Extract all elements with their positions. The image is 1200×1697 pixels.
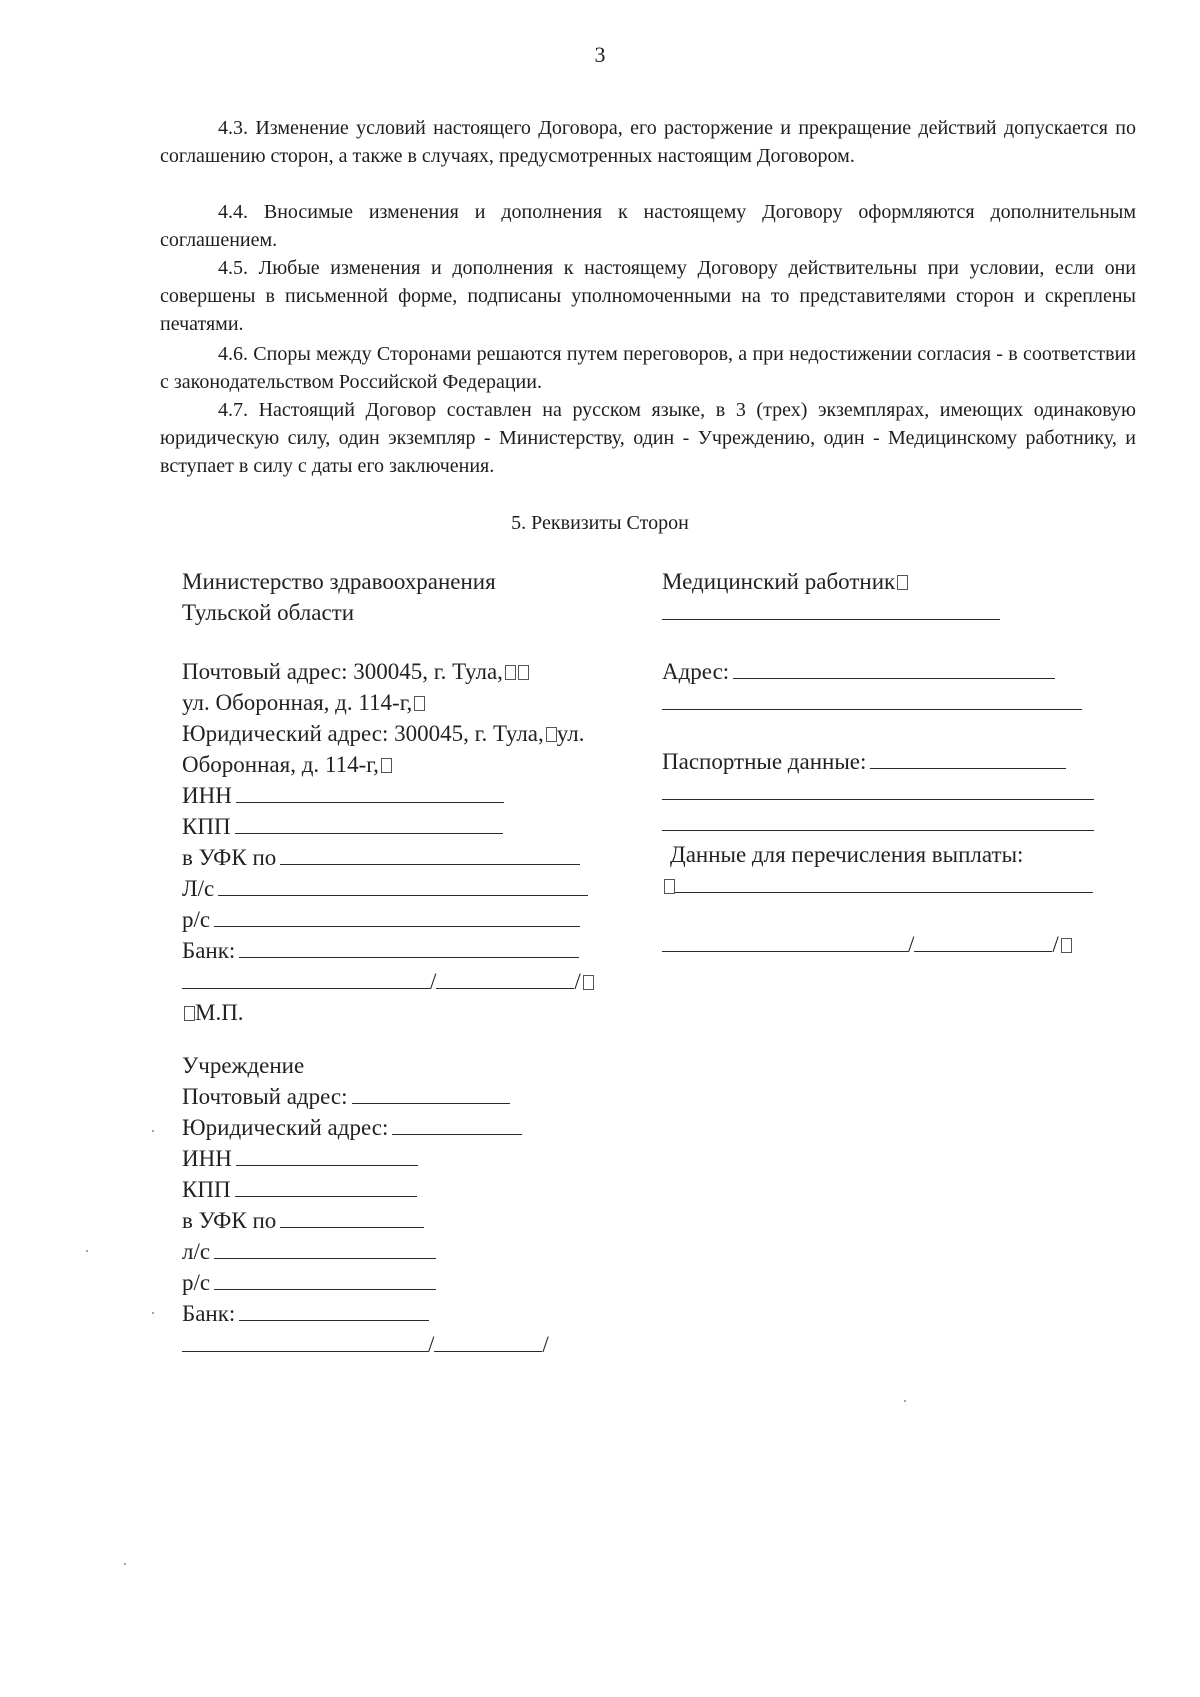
ls-blank <box>218 873 588 896</box>
signature-name-blank <box>436 966 574 989</box>
payment-blank <box>675 870 1093 893</box>
scan-speck <box>152 1130 154 1132</box>
placeholder-box-icon <box>381 758 392 773</box>
placeholder-box-icon <box>505 665 516 680</box>
placeholder-box-icon <box>1061 938 1072 953</box>
worker-address-field-2 <box>662 687 1122 718</box>
worker-passport-field: Паспортные данные: <box>662 746 1122 777</box>
ufk-blank <box>280 1205 424 1228</box>
scan-speck <box>124 1563 126 1565</box>
institution-requisites <box>182 1050 622 1360</box>
clause-4-5: 4.5. Любые изменения и дополнения к настоящему Договору действительны при условии, если они совершены в письменной форме, подписаны уполномоченными на то представителями сторон и скреплены печатями. <box>160 257 1136 335</box>
worker-name-blank <box>662 597 1000 620</box>
institution-title: Учреждение <box>182 1053 305 1078</box>
clause-4-7: 4.7. Настоящий Договор составлен на русском языке, в 3 (трех) экземплярах, имеющих одинаковую юридическую силу, один экземпляр - Министерству, один - Учреждению, один - Медицинскому работнику, и вступает в силу с даты его заключения. <box>160 399 1136 477</box>
clause-4-3: 4.3. Изменение условий настоящего Договора, его расторжение и прекращение действий допускается по соглашению сторон, а также в случаях, предусмотренных настоящим Договором. <box>160 117 1136 167</box>
ministry-signature-line: / / <box>182 966 622 997</box>
address-blank <box>733 656 1055 679</box>
institution-kpp-field: КПП <box>182 1174 622 1205</box>
institution-ufk-field: в УФК по <box>182 1205 622 1236</box>
ls-blank <box>214 1236 436 1259</box>
worker-signature-line: / / <box>662 929 1122 960</box>
postal-blank <box>352 1081 510 1104</box>
placeholder-box-icon <box>414 696 425 711</box>
scan-speck <box>86 1250 88 1252</box>
ministry-legal-address: Юридический адрес: 300045, г. Тула, ул. <box>182 721 585 746</box>
placeholder-box-icon <box>184 1006 195 1021</box>
ministry-legal-street: Оборонная, д. 114-г, <box>182 749 622 780</box>
signature-blank <box>662 929 908 952</box>
ministry-inn-field: ИНН <box>182 780 622 811</box>
ministry-street: ул. Оборонная, д. 114-г, <box>182 687 622 718</box>
address-blank-2 <box>662 687 1082 710</box>
signature-name-blank <box>434 1329 542 1352</box>
institution-rs-field: р/с <box>182 1267 622 1298</box>
page-number: 3 <box>594 42 606 67</box>
ministry-name-line1: Министерство здравоохранения <box>182 569 496 594</box>
ministry-bank-field: Банк: <box>182 935 622 966</box>
worker-requisites <box>662 566 1122 960</box>
section-title: 5. Реквизиты Сторон <box>511 512 689 534</box>
worker-payment-field <box>662 870 1122 901</box>
placeholder-box-icon <box>897 575 908 590</box>
kpp-blank <box>235 1174 417 1197</box>
institution-signature-line: / / <box>182 1329 622 1360</box>
ministry-rs-field: р/с <box>182 904 622 935</box>
scan-speck <box>152 1312 154 1314</box>
placeholder-box-icon <box>546 727 557 742</box>
worker-title: Медицинский работник <box>662 566 1122 597</box>
ufk-blank <box>280 842 580 865</box>
passport-blank-3 <box>662 808 1094 831</box>
legal-blank <box>392 1112 522 1135</box>
clause-4-4: 4.4. Вносимые изменения и дополнения к настоящему Договору оформляются дополнительным соглашением. <box>160 201 1136 251</box>
inn-blank <box>236 1143 418 1166</box>
ministry-kpp-field: КПП <box>182 811 622 842</box>
rs-blank <box>214 904 580 927</box>
worker-address-field: Адрес: <box>662 656 1122 687</box>
inn-blank <box>236 780 504 803</box>
institution-bank-field: Банк: <box>182 1298 622 1329</box>
passport-blank <box>870 746 1066 769</box>
passport-blank-2 <box>662 777 1094 800</box>
institution-inn-field: ИНН <box>182 1143 622 1174</box>
ministry-stamp: М.П. <box>182 997 622 1028</box>
institution-legal-field: Юридический адрес: <box>182 1112 622 1143</box>
ministry-postal-address: Почтовый адрес: 300045, г. Тула, <box>182 656 622 687</box>
scan-speck <box>904 1400 906 1402</box>
signature-blank <box>182 966 430 989</box>
rs-blank <box>214 1267 436 1290</box>
ministry-ls-field: Л/с <box>182 873 622 904</box>
worker-name-field <box>662 597 1122 628</box>
placeholder-box-icon <box>583 975 594 990</box>
ministry-requisites <box>182 566 622 1028</box>
signature-name-blank <box>914 929 1052 952</box>
ministry-ufk-field: в УФК по <box>182 842 622 873</box>
worker-passport-field-3 <box>662 808 1122 839</box>
placeholder-box-icon <box>664 879 675 894</box>
placeholder-box-icon <box>518 665 529 680</box>
bank-blank <box>239 1298 429 1321</box>
bank-blank <box>239 935 579 958</box>
institution-ls-field: л/с <box>182 1236 622 1267</box>
worker-payment-label: Данные для перечисления выплаты: <box>670 842 1024 867</box>
kpp-blank <box>235 811 503 834</box>
worker-passport-field-2 <box>662 777 1122 808</box>
clause-4-6: 4.6. Споры между Сторонами решаются путем переговоров, а при недостижении согласия - в соответствии с законодательством Российской Федерации. <box>160 343 1136 393</box>
signature-blank <box>182 1329 428 1352</box>
ministry-name-line2: Тульской области <box>182 600 355 625</box>
institution-postal-field: Почтовый адрес: <box>182 1081 622 1112</box>
